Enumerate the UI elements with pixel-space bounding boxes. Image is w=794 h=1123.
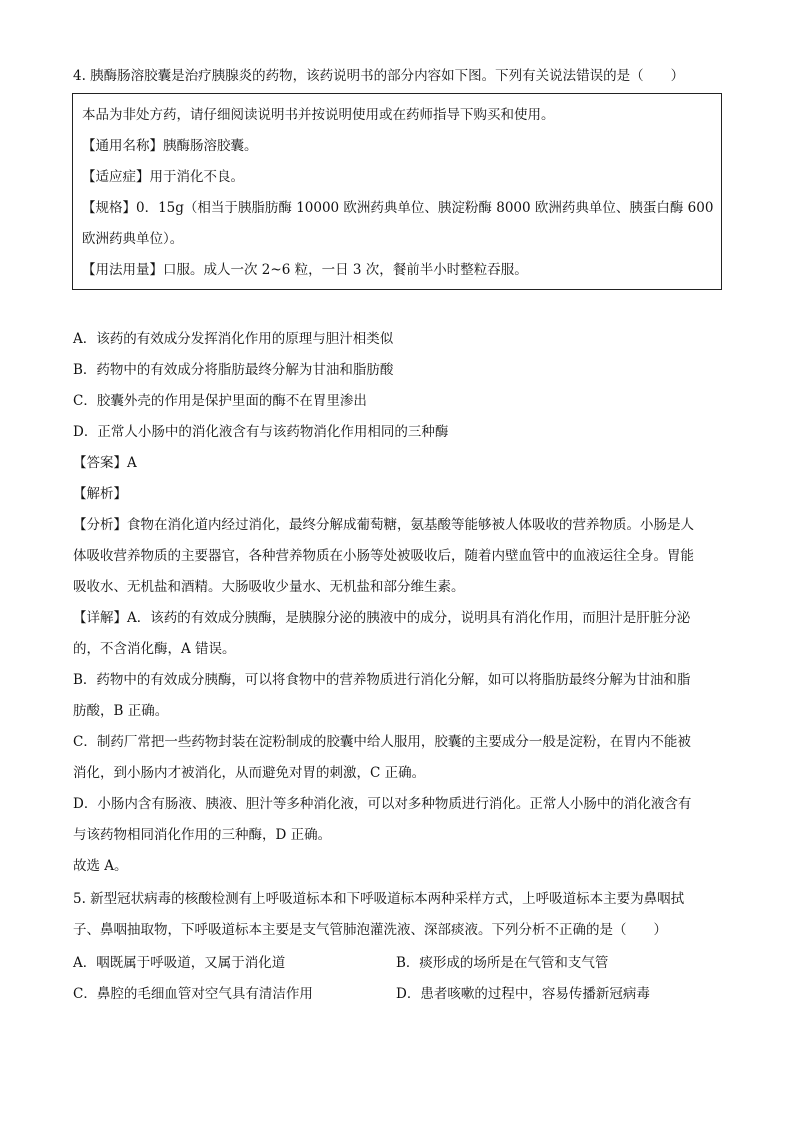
analysis-line: 的，不含消化酶，A 错误。 <box>73 641 236 657</box>
analysis-line: 故选 A。 <box>73 858 128 874</box>
analysis-line: D．小肠内含有肠液、胰液、胆汁等多种消化液，可以对多种物质进行消化。正常人小肠中的消化液含有 <box>73 796 692 812</box>
q5-option-a: A．咽既属于呼吸道，又属于消化道 <box>73 955 286 971</box>
analysis-line: B．药物中的有效成分胰酶，可以将食物中的营养物质进行消化分解，如可以将脂肪最终分解为甘油和脂 <box>73 672 691 688</box>
analysis-line: 【分析】食物在消化道内经过消化，最终分解成葡萄糖，氨基酸等能够被人体吸收的营养物质。小肠是人 <box>73 517 694 533</box>
drug-label-box <box>72 93 722 290</box>
analysis-line: 肪酸，B 正确。 <box>73 703 169 719</box>
box-line: 【用法用量】口服。成人一次 2~6 粒，一日 3 次，餐前半小时整粒吞服。 <box>82 262 528 278</box>
box-line: 本品为非处方药，请仔细阅读说明书并按说明使用或在药师指导下购买和使用。 <box>82 107 555 123</box>
q4-stem: 4. 胰酶肠溶胶囊是治疗胰腺炎的药物，该药说明书的部分内容如下图。下列有关说法错误的是（ ） <box>73 68 685 84</box>
q5-option-c: C．鼻腔的毛细血管对空气具有清洁作用 <box>73 986 313 1002</box>
box-line: 【规格】0．15g（相当于胰脂肪酶 10000 欧洲药典单位、胰淀粉酶 8000 欧洲药典单位、胰蛋白酶 600 <box>82 200 714 216</box>
box-line: 【适应症】用于消化不良。 <box>82 169 244 185</box>
analysis-line: 体吸收营养物质的主要器官，各种营养物质在小肠等处被吸收后，随着内壁血管中的血液运往全身。胃能 <box>73 548 694 564</box>
analysis-line: 与该药物相同消化作用的三种酶，D 正确。 <box>73 827 332 843</box>
analysis-line: C．制药厂常把一些药物封装在淀粉制成的胶囊中给人服用，胶囊的主要成分一般是淀粉，在胃内不能被 <box>73 734 691 750</box>
box-line: 【通用名称】胰酶肠溶胶囊。 <box>82 138 258 154</box>
q5-option-b: B．痰形成的场所是在气管和支气管 <box>396 955 609 971</box>
analysis-line: 消化，到小肠内才被消化，从而避免对胃的刺激，C 正确。 <box>73 765 426 781</box>
q5-stem: 子、鼻咽抽取物，下呼吸道标本主要是支气管肺泡灌洗液、深部痰液。下列分析不正确的是（ ） <box>73 922 667 938</box>
analysis-line: 【详解】A．该药的有效成分胰酶，是胰腺分泌的胰液中的成分，说明具有消化作用，而胆汁是肝脏分泌 <box>73 610 691 626</box>
q5-stem: 5. 新型冠状病毒的核酸检测有上呼吸道标本和下呼吸道标本两种采样方式，上呼吸道标本主要为鼻咽拭 <box>73 891 685 907</box>
q4-option-b: B．药物中的有效成分将脂肪最终分解为甘油和脂肪酸 <box>73 362 394 378</box>
q4-option-c: C．胶囊外壳的作用是保护里面的酶不在胃里渗出 <box>73 393 367 409</box>
box-line: 欧洲药典单位）。 <box>82 231 184 247</box>
analysis-title: 【解析】 <box>73 486 127 502</box>
q4-option-d: D．正常人小肠中的消化液含有与该药物消化作用相同的三种酶 <box>73 424 449 440</box>
analysis-line: 吸收水、无机盐和酒精。大肠吸收少量水、无机盐和部分维生素。 <box>73 579 465 595</box>
q4-option-a: A．该药的有效成分发挥消化作用的原理与胆汁相类似 <box>73 331 394 347</box>
q5-option-d: D．患者咳嗽的过程中，容易传播新冠病毒 <box>396 986 650 1002</box>
answer: 【答案】A <box>73 455 137 471</box>
